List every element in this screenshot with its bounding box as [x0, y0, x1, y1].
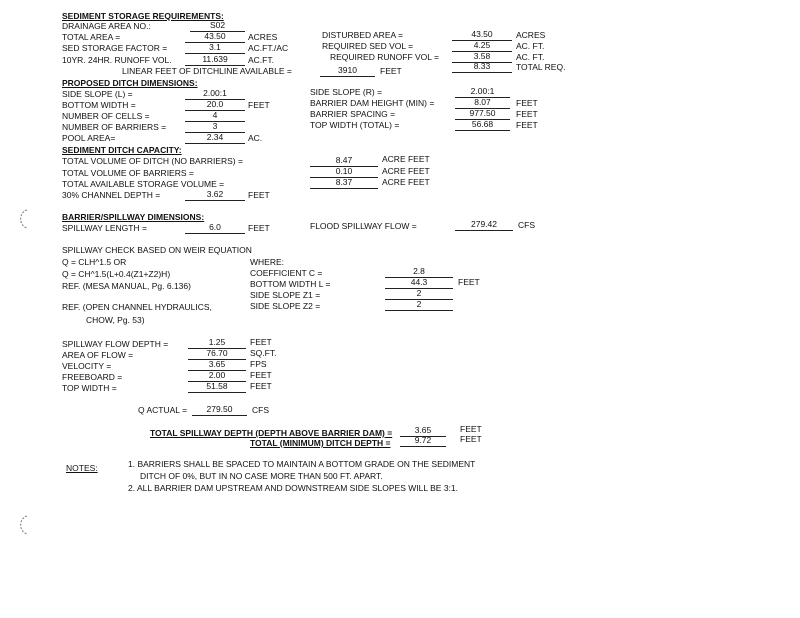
disturbed-area-value: 43.50	[452, 30, 512, 41]
side-slope-r-label: SIDE SLOPE (R) =	[310, 87, 383, 97]
note-1-line-1: 1. BARRIERS SHALL BE SPACED TO MAINTAIN A BOTTOM GRADE ON THE SEDIMENT	[128, 459, 476, 469]
bottom-width-l-value: 44.3	[385, 278, 453, 289]
velocity-label: VELOCITY =	[62, 361, 112, 371]
side-slope-z2-label: SIDE SLOPE Z2 =	[250, 301, 321, 311]
runoff-vol-unit: AC.FT.	[248, 55, 274, 65]
weir-reference-1: REF. (MESA MANUAL, Pg. 6.136)	[62, 281, 191, 291]
channel-depth-label: 30% CHANNEL DEPTH =	[62, 190, 161, 200]
top-width-total-value: 56.68	[455, 120, 510, 131]
velocity-value: 3.65	[188, 360, 246, 371]
where-label: WHERE:	[250, 257, 284, 267]
flow-area-unit: SQ.FT.	[250, 348, 277, 358]
flow-depth-unit: FEET	[250, 337, 272, 347]
coefficient-value: 2.8	[385, 267, 453, 278]
total-area-label: TOTAL AREA =	[62, 32, 121, 42]
coefficient-label: COEFFICIENT C =	[250, 268, 323, 278]
freeboard-value: 2.00	[188, 371, 246, 382]
pool-area-unit: AC.	[248, 133, 263, 143]
total-spillway-depth-label: TOTAL SPILLWAY DEPTH (DEPTH ABOVE BARRIER DAM) =	[150, 428, 393, 438]
spillway-dimensions-heading: BARRIER/SPILLWAY DIMENSIONS:	[62, 212, 205, 222]
weir-reference-2b: CHOW, Pg. 53)	[86, 315, 145, 325]
channel-depth-unit: FEET	[248, 190, 270, 200]
drainage-area-label: DRAINAGE AREA NO.:	[62, 21, 151, 31]
total-req-value: 8.33	[452, 62, 512, 73]
ditch-dimensions-heading: PROPOSED DITCH DIMENSIONS:	[62, 78, 198, 88]
side-slope-r-value: 2.00:1	[455, 87, 510, 98]
barrier-dam-height-value: 8.07	[455, 98, 510, 109]
flood-flow-label: FLOOD SPILLWAY FLOW =	[310, 221, 417, 231]
required-sed-vol-label: REQUIRED SED VOL =	[322, 41, 414, 51]
total-available-value: 8.37	[310, 178, 378, 189]
required-sed-vol-value: 4.25	[452, 41, 512, 52]
sed-storage-factor-unit: AC.FT./AC	[248, 43, 289, 53]
note-2: 2. ALL BARRIER DAM UPSTREAM AND DOWNSTREAM SIDE SLOPES WILL BE 3:1.	[128, 483, 459, 493]
binder-hole-mark-bottom	[16, 514, 30, 536]
flow-depth-value: 1.25	[188, 338, 246, 349]
total-area-value: 43.50	[185, 32, 245, 43]
barrier-spacing-value: 977.50	[455, 109, 510, 120]
total-no-barriers-label: TOTAL VOLUME OF DITCH (NO BARRIERS) =	[62, 156, 243, 166]
total-barriers-unit: ACRE FEET	[382, 166, 430, 176]
total-ditch-depth-unit: FEET	[460, 434, 482, 444]
flow-area-value: 76.70	[188, 349, 246, 360]
disturbed-area-label: DISTURBED AREA =	[322, 30, 404, 40]
linear-feet-unit: FEET	[380, 66, 402, 76]
flow-area-label: AREA OF FLOW =	[62, 350, 134, 360]
total-barriers-value: 0.10	[310, 167, 378, 178]
side-slope-z1-label: SIDE SLOPE Z1 =	[250, 290, 321, 300]
flow-top-width-value: 51.58	[188, 382, 246, 393]
weir-equation-2: Q = CH^1.5(L+0.4(Z1+Z2)H)	[62, 269, 171, 279]
flood-flow-unit: CFS	[518, 220, 535, 230]
total-spillway-depth-unit: FEET	[460, 424, 482, 434]
linear-feet-label: LINEAR FEET OF DITCHLINE AVAILABLE =	[122, 66, 292, 76]
barrier-dam-height-unit: FEET	[516, 98, 538, 108]
q-actual-label: Q ACTUAL =	[138, 405, 188, 415]
weir-title: SPILLWAY CHECK BASED ON WEIR EQUATION	[62, 245, 252, 255]
required-sed-vol-unit: AC. FT.	[516, 41, 545, 51]
linear-feet-value: 3910	[320, 66, 375, 77]
runoff-vol-value: 11.639	[185, 55, 245, 66]
bottom-width-value: 20.0	[185, 100, 245, 111]
required-runoff-vol-label: REQUIRED RUNOFF VOL =	[330, 52, 440, 62]
spillway-length-value: 6.0	[185, 223, 245, 234]
total-available-unit: ACRE FEET	[382, 177, 430, 187]
side-slope-l-value: 2.00:1	[185, 89, 245, 100]
side-slope-z1-value: 2	[385, 289, 453, 300]
runoff-vol-label: 10YR. 24HR. RUNOFF VOL.	[62, 55, 172, 65]
note-1-line-2: DITCH OF 0%, BUT IN NO CASE MORE THAN 500 FT. APART.	[140, 471, 383, 481]
total-no-barriers-unit: ACRE FEET	[382, 154, 430, 164]
num-cells-label: NUMBER OF CELLS =	[62, 111, 150, 121]
total-ditch-depth-label: TOTAL (MINIMUM) DITCH DEPTH =	[250, 438, 391, 448]
pool-area-label: POOL AREA=	[62, 133, 116, 143]
total-barriers-label: TOTAL VOLUME OF BARRIERS =	[62, 168, 194, 178]
pool-area-value: 2.34	[185, 133, 245, 144]
barrier-dam-height-label: BARRIER DAM HEIGHT (MIN) =	[310, 98, 435, 108]
bottom-width-unit: FEET	[248, 100, 270, 110]
storage-requirements-heading: SEDIMENT STORAGE REQUIREMENTS:	[62, 11, 224, 21]
bottom-width-l-label: BOTTOM WIDTH L =	[250, 279, 331, 289]
total-available-label: TOTAL AVAILABLE STORAGE VOLUME =	[62, 179, 225, 189]
flow-top-width-label: TOP WIDTH =	[62, 383, 117, 393]
freeboard-unit: FEET	[250, 370, 272, 380]
drainage-area-value: S02	[190, 21, 245, 32]
spillway-length-unit: FEET	[248, 223, 270, 233]
total-req-unit: TOTAL REQ.	[516, 62, 566, 72]
top-width-total-label: TOP WIDTH (TOTAL) =	[310, 120, 400, 130]
spillway-length-label: SPILLWAY LENGTH =	[62, 223, 147, 233]
total-ditch-depth-value: 9.72	[400, 436, 446, 447]
ditch-capacity-heading: SEDIMENT DITCH CAPACITY:	[62, 145, 182, 155]
flood-flow-value: 279.42	[455, 220, 513, 231]
disturbed-area-unit: ACRES	[516, 30, 546, 40]
weir-equation-1: Q = CLH^1.5 OR	[62, 257, 127, 267]
q-actual-unit: CFS	[252, 405, 269, 415]
freeboard-label: FREEBOARD =	[62, 372, 123, 382]
total-spillway-depth-value: 3.65	[400, 426, 446, 437]
weir-reference-2a: REF. (OPEN CHANNEL HYDRAULICS,	[62, 302, 212, 312]
barrier-spacing-label: BARRIER SPACING =	[310, 109, 396, 119]
barrier-spacing-unit: FEET	[516, 109, 538, 119]
num-barriers-value: 3	[185, 122, 245, 133]
num-barriers-label: NUMBER OF BARRIERS =	[62, 122, 167, 132]
bottom-width-label: BOTTOM WIDTH =	[62, 100, 136, 110]
binder-hole-mark-top	[16, 208, 30, 230]
num-cells-value: 4	[185, 111, 245, 122]
notes-label: NOTES:	[66, 463, 98, 473]
required-runoff-vol-unit: AC. FT.	[516, 52, 545, 62]
required-runoff-vol-value: 3.58	[452, 52, 512, 63]
side-slope-l-label: SIDE SLOPE (L) =	[62, 89, 133, 99]
top-width-total-unit: FEET	[516, 120, 538, 130]
side-slope-z2-value: 2	[385, 300, 453, 311]
flow-top-width-unit: FEET	[250, 381, 272, 391]
bottom-width-l-unit: FEET	[458, 277, 480, 287]
sed-storage-factor-value: 3.1	[185, 43, 245, 54]
sed-storage-factor-label: SED STORAGE FACTOR =	[62, 43, 168, 53]
total-no-barriers-value: 8.47	[310, 156, 378, 167]
channel-depth-value: 3.62	[185, 190, 245, 201]
flow-depth-label: SPILLWAY FLOW DEPTH =	[62, 339, 169, 349]
total-area-unit: ACRES	[248, 32, 278, 42]
velocity-unit: FPS	[250, 359, 267, 369]
q-actual-value: 279.50	[192, 405, 247, 416]
